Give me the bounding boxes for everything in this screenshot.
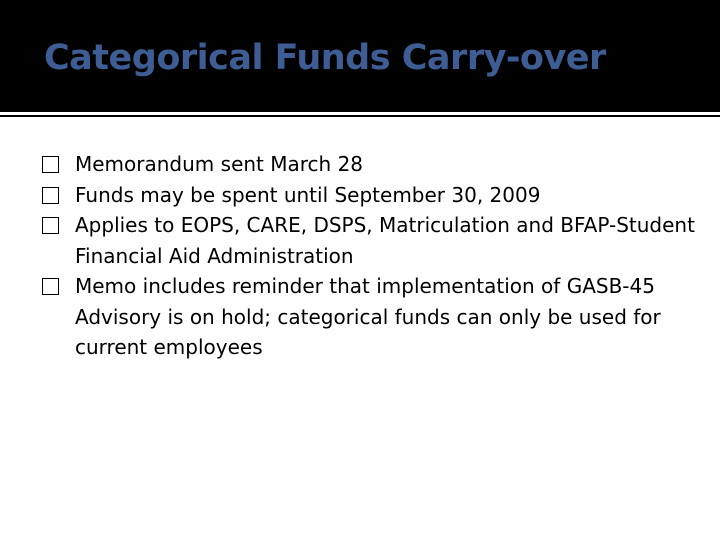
bullet-item <box>42 210 702 271</box>
bullet-item <box>42 271 702 363</box>
title-divider <box>0 115 720 117</box>
slide-title: Categorical Funds Carry-over <box>44 38 606 78</box>
bullet-text: Memo includes reminder that implementation of GASB-45 Advisory is on hold; categorical funds can only be used for current employees <box>75 274 661 359</box>
bullet-list <box>42 149 702 363</box>
bullet-item <box>42 180 702 211</box>
bullet-item <box>42 149 702 180</box>
bullet-text: Funds may be spent until September 30, 2009 <box>75 182 541 207</box>
title-bar <box>0 0 720 112</box>
bullet-text: Applies to EOPS, CARE, DSPS, Matriculation and BFAP-Student Financial Aid Administration <box>75 213 695 268</box>
square-bullet-icon <box>42 278 59 295</box>
bullet-text: Memorandum sent March 28 <box>75 152 364 176</box>
square-bullet-icon <box>42 217 59 234</box>
square-bullet-icon <box>42 187 59 204</box>
square-bullet-icon <box>42 156 59 173</box>
